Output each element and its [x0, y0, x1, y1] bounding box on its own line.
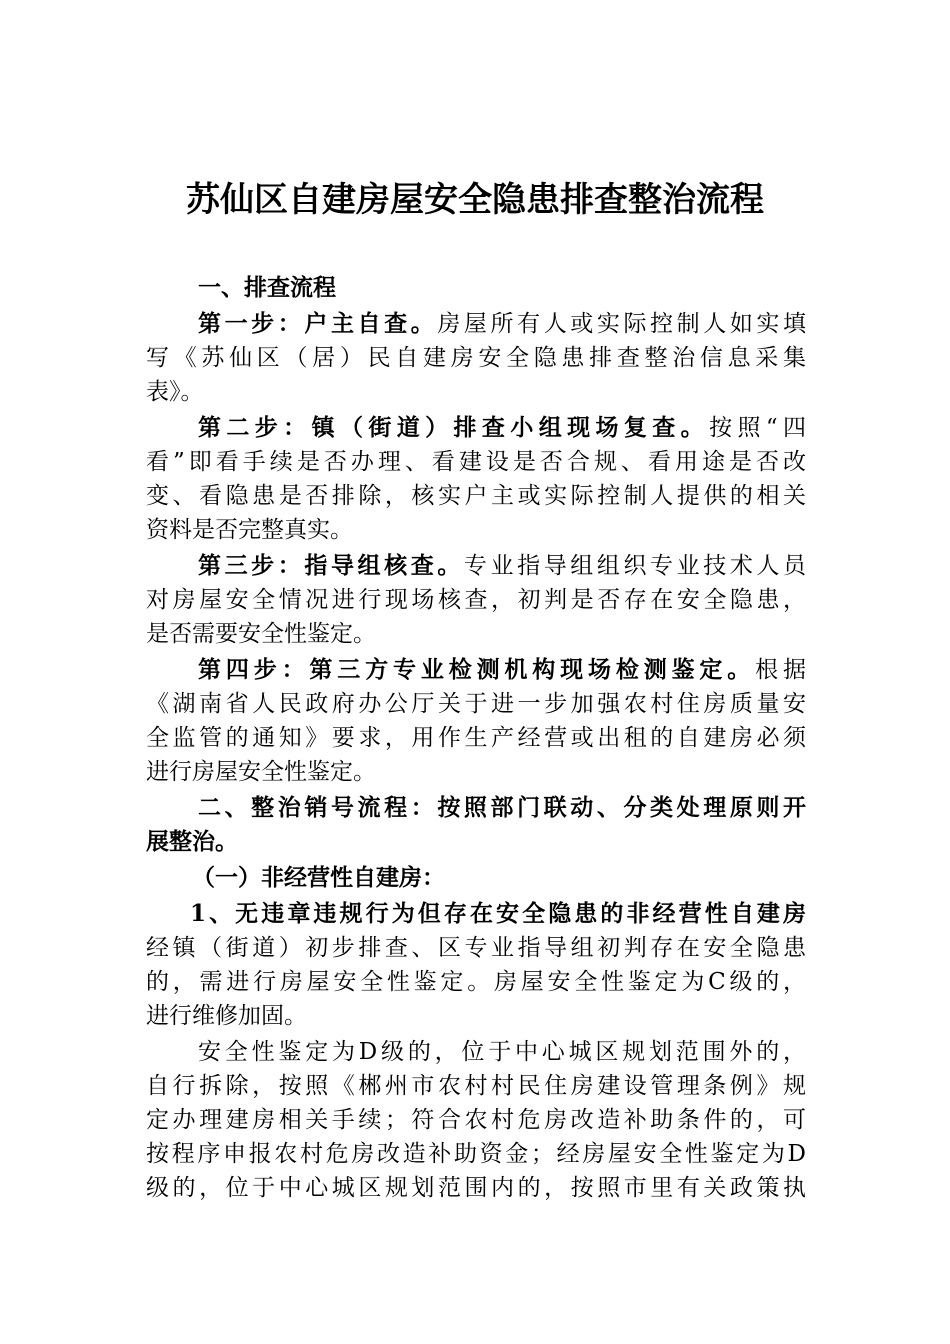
- paragraph-line: [146, 687, 806, 721]
- body-text: 对房屋安全情况进行现场核查，初判是否存在安全隐患，: [146, 587, 806, 613]
- body-text: 专业指导组组织专业技术人员: [463, 553, 807, 579]
- section-heading-2: [198, 791, 806, 825]
- bold-text: 第一步：户主自查。: [198, 310, 438, 337]
- paragraph-line: [198, 307, 806, 341]
- body-text: 写《苏仙区（居）民自建房安全隐患排查整治信息采集: [146, 345, 806, 371]
- bold-text: 一、排查流程: [198, 274, 336, 301]
- paragraph-line: [146, 999, 806, 1033]
- document-title: 苏仙区自建房屋安全隐患排查整治流程: [186, 180, 764, 220]
- body-text: 房屋所有人或实际控制人如实填: [437, 311, 807, 337]
- body-text: 经镇（街道）初步排查、区专业指导组初判存在安全隐患: [146, 935, 806, 961]
- item-heading: [190, 897, 806, 931]
- paragraph-line: [198, 411, 806, 445]
- body-text: 级的，位于中心城区规划范围内的，按照市里有关政策执: [146, 1175, 806, 1201]
- bold-text: 第四步：第三方专业检测机构现场检测鉴定。: [198, 656, 756, 683]
- body-text: 表》。: [146, 379, 204, 405]
- body-text: 按程序申报农村危房改造补助资金；经房屋安全性鉴定为D: [146, 1141, 806, 1167]
- body-text: 变、看隐患是否排除，核实户主或实际控制人提供的相关: [146, 483, 806, 509]
- paragraph-line: [146, 445, 806, 479]
- paragraph-line: [146, 1137, 806, 1171]
- body-text: 定办理建房相关手续；符合农村危房改造补助条件的，可: [146, 1107, 806, 1133]
- bold-text: 第三步：指导组核查。: [198, 552, 464, 579]
- body-text: 看”即看手续是否办理、看建设是否合规、看用途是否改: [146, 449, 806, 475]
- body-text: 《湖南省人民政府办公厅关于进一步加强农村住房质量安: [146, 691, 806, 717]
- bold-text: 展整治。: [146, 828, 238, 855]
- paragraph-line: [198, 549, 806, 583]
- paragraph-line: [146, 583, 806, 617]
- paragraph-line: [146, 965, 806, 999]
- subsection-heading: [192, 861, 806, 895]
- paragraph-line: [198, 1035, 806, 1069]
- paragraph-line: [198, 653, 806, 687]
- body-text: 进行维修加固。: [146, 1003, 307, 1029]
- paragraph-line: [146, 513, 806, 547]
- paragraph-line: [146, 1103, 806, 1137]
- section-heading-2-cont: [146, 825, 806, 859]
- body-text: 自行拆除，按照《郴州市农村村民住房建设管理条例》规: [146, 1073, 806, 1099]
- body-text: 全监管的通知》要求，用作生产经营或出租的自建房必须: [146, 725, 806, 751]
- body-text: 资料是否完整真实。: [146, 517, 353, 543]
- paragraph-line: [146, 931, 806, 965]
- body-text: 根据: [755, 657, 807, 683]
- paragraph-line: [146, 341, 806, 375]
- body-text: 按照“四: [709, 415, 806, 441]
- paragraph-line: [146, 375, 806, 409]
- body-text: 进行房屋安全性鉴定。: [146, 759, 376, 785]
- body-text: 是否需要安全性鉴定。: [146, 621, 376, 647]
- paragraph-line: [146, 617, 806, 651]
- paragraph-line: [146, 1069, 806, 1103]
- paragraph-line: [146, 479, 806, 513]
- paragraph-line: [146, 721, 806, 755]
- paragraph-line: [146, 755, 806, 789]
- bold-text: （一）非经营性自建房：: [192, 864, 445, 891]
- body-text: 安全性鉴定为D级的，位于中心城区规划范围外的，: [198, 1039, 806, 1065]
- bold-text: 二、整治销号流程：按照部门联动、分类处理原则开: [198, 794, 806, 821]
- paragraph-line: [146, 1171, 806, 1205]
- bold-text: 1、无违章违规行为但存在安全隐患的非经营性自建房: [190, 900, 806, 927]
- section-heading-1: [198, 271, 806, 305]
- bold-text: 第二步：镇（街道）排查小组现场复查。: [198, 414, 710, 441]
- body-text: 的，需进行房屋安全性鉴定。房屋安全性鉴定为C级的，: [146, 969, 806, 995]
